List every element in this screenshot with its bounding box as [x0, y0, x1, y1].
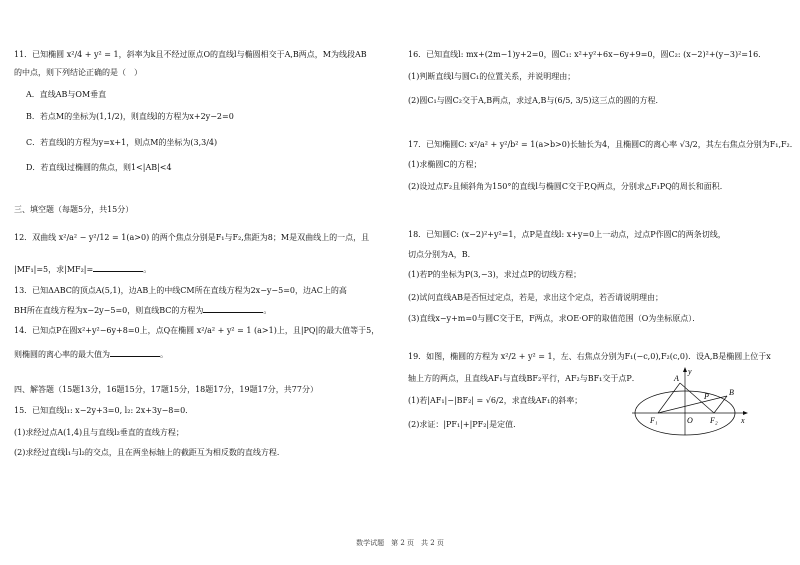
q13-answer-blank: [203, 304, 263, 313]
page-footer: 数学试题 第 2 页 共 2 页: [356, 539, 444, 547]
q14-answer-blank: [110, 348, 160, 357]
q15-stem: 15．已知直线l₁: x−2y+3=0, l₂: 2x+3y−8=0．: [14, 406, 194, 415]
q17-part1: (1)求椭圆C的方程；: [408, 160, 482, 169]
q11-option-a: A．直线AB与OM垂直: [26, 90, 107, 99]
q17-stem: 17．已知椭圆C: x²/a² + y²/b² = 1(a>b>0)长轴长为4，且椭圆C的离心率 √3/2，其左右焦点分别为F₁,F₂．: [408, 140, 798, 149]
q18-stem-line1: 18．已知圆C: (x−2)²+y²=1，点P是直线l: x+y=0上一动点，过点P作圆C的两条切线，: [408, 230, 726, 239]
q19-part1: (1)若|AF₁|−|BF₂| = √6/2，求直线AF₁的斜率；: [408, 396, 583, 405]
label-o: O: [687, 416, 693, 425]
q14-line1: 14．已知点P在圆x²+y²−6y+8=0上，点Q在椭圆 x²/a² + y² = 1 (a>1)上，且|PQ|的最大值等于5，: [14, 326, 380, 335]
q19-part2: (2)求证：|PF₁|+|PF₂|是定值．: [408, 420, 522, 429]
label-f1: F₁: [650, 416, 658, 425]
q12-line2: [14, 263, 151, 275]
label-x: x: [741, 416, 745, 425]
y-axis-arrow: [683, 367, 687, 372]
q12-answer-blank: [93, 263, 143, 272]
q15-part2: (2)求经过直线l₁与l₂的交点，且在两坐标轴上的截距互为相反数的直线方程．: [14, 448, 285, 457]
q11-option-d: D．若直线l过椭圆的焦点，则1<|AB|<4: [26, 163, 172, 172]
q13-line1: 13．已知ΔABC的顶点A(5,1)，边AB上的中线CM所在直线方程为2x−y−5=0，边AC上的高: [14, 286, 347, 295]
q12-line2-tail: 。: [143, 265, 152, 274]
q16-part2: (2)圆C₁与圆C₂交于A,B两点，求过A,B与(6/5, 3/5)这三点的圆的方程．: [408, 96, 664, 105]
q11-stem-line2: 的中点，则下列结论正确的是（ ）: [14, 68, 142, 77]
label-a: A: [674, 374, 679, 383]
label-b: B: [729, 388, 734, 397]
q14-line2-tail: 。: [160, 350, 168, 359]
x-axis-arrow: [743, 411, 748, 415]
label-y: y: [688, 367, 692, 376]
q16-part1: (1)判断直线l与圆C₁的位置关系，并说明理由；: [408, 72, 576, 81]
q18-part2: (2)试问直线AB是否恒过定点，若是，求出这个定点，若否请说明理由；: [408, 293, 663, 302]
q12-line1: 12．双曲线 x²/a² − y²/12 = 1(a>0) 的两个焦点分别是F₁与F₂,焦距为8；M是双曲线上的一点，且: [14, 233, 370, 242]
section-fill-in-title: 三、填空题（每题5分，共15分）: [14, 205, 134, 214]
label-p: P: [704, 392, 709, 401]
label-f2: F₂: [710, 416, 718, 425]
q18-stem-line2: 切点分别为A，B．: [408, 250, 476, 259]
q19-stem-line1: 19．如图，椭圆的方程为 x²/2 + y² = 1，左、右焦点分别为F₁(−c,0),F₂(c,0)．设A,B是椭圆上位于x: [408, 352, 771, 361]
q13-line2: [14, 304, 271, 316]
q13-line2-tail: 。: [263, 306, 272, 315]
q11-stem-line1: 11．已知椭圆 x²/4 + y² = 1，斜率为k且不经过原点O的直线l与椭圆相交于A,B两点，M为线段AB: [14, 50, 367, 59]
q14-line2: [14, 348, 168, 360]
q18-part3: (3)直线x−y+m=0与圆C交于E，F两点，求OE·OF的取值范围（O为坐标原点）．: [408, 314, 701, 323]
q18-part1: (1)若P的坐标为P(3,−3)，求过点P的切线方程；: [408, 270, 582, 279]
q13-line2-text: BH所在直线方程为x−2y−5=0，则直线BC的方程为: [14, 306, 204, 315]
q19-stem-line2: 轴上方的两点，且直线AF₁与直线BF₂平行，AF₂与BF₁交于点P．: [408, 374, 640, 383]
section-solve-title: 四、解答题（15题13分，16题15分，17题15分，18题17分，19题17分，共77分）: [14, 385, 318, 394]
q11-option-c: C．若直线l的方程为y=x+1，则点M的坐标为(3,3/4): [26, 138, 218, 147]
q19-ellipse-figure: [630, 365, 750, 440]
q15-part1: (1)求经过点A(1,4)且与直线l₂垂直的直线方程；: [14, 428, 184, 437]
q17-part2: (2)设过点F₂且倾斜角为150°的直线l与椭圆C交于P,Q两点，分别求△F₁PQ的周长和面积．: [408, 182, 728, 191]
q14-line2-text: 则椭圆的离心率的最大值为: [14, 350, 110, 359]
q11-option-b: B．若点M的坐标为(1,1/2)，则直线l的方程为x+2y−2=0: [26, 112, 234, 121]
q12-line2-text: |MF₁|=5，求|MF₂|=: [14, 265, 94, 274]
q16-stem: 16．已知直线l: mx+(2m−1)y+2=0，圆C₁: x²+y²+6x−6y+9=0，圆C₂: (x−2)²+(y−3)²=16．: [408, 50, 767, 59]
